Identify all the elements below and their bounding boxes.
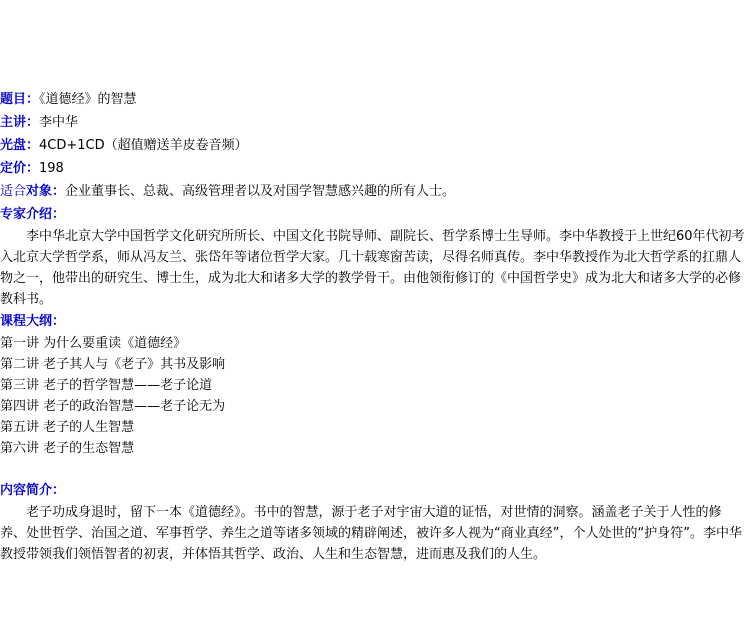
expert-heading-text: 专家介绍： (0, 207, 66, 222)
expert-heading (0, 203, 746, 226)
price-value: 198 (39, 161, 64, 176)
disc-label: 光盘： (0, 138, 40, 153)
title-value: 《道德经》的智慧 (39, 92, 137, 107)
lesson-item: 第五讲 老子的人生智慧 (0, 420, 135, 435)
lesson-item: 第二讲 老子其人与《老子》其书及影响 (0, 357, 226, 372)
expert-paragraph-text: 李中华北京大学中国哲学文化研究所所长、中国文化书院导师、副院长、哲学系博士生导师。李中华教授于上世纪60年代初考入北京大学哲学系，师从冯友兰、张岱年等诸位哲学大家。几十载寒窗苦读，尽得名师真传。李中华教授作为北大哲学系的扛鼎人物之一，他带出的研究生、博士生，成为北大和诸多大学的教学骨干。由他领衔修订的《中国哲学史》成为北大和诸多大学的必修教科书。 (0, 229, 745, 307)
price-row (0, 157, 746, 180)
disc-row (0, 134, 746, 157)
expert-paragraph (0, 226, 746, 310)
audience-label-bold: 对象 (26, 184, 53, 199)
outline-heading (0, 310, 746, 333)
lesson-item: 第六讲 老子的生态智慧 (0, 441, 135, 456)
audience-colon: ： (52, 184, 66, 199)
audience-row (0, 180, 746, 203)
lesson-item: 第一讲 为什么要重读《道德经》 (0, 336, 187, 351)
title-row (0, 88, 746, 111)
document-page (0, 88, 746, 565)
summary-paragraph (0, 502, 746, 565)
lesson-item: 第四讲 老子的政治智慧——老子论无为 (0, 399, 226, 414)
title-label: 题目： (0, 92, 40, 107)
price-label: 定价： (0, 161, 40, 176)
lesson-list (0, 333, 746, 459)
lesson-item: 第三讲 老子的哲学智慧——老子论道 (0, 378, 213, 393)
audience-value: 企业董事长、总裁、高级管理者以及对国学智慧感兴趣的所有人士。 (65, 184, 456, 199)
speaker-label: 主讲： (0, 115, 40, 130)
speaker-value: 李中华 (39, 115, 79, 130)
audience-label-light: 适合 (0, 184, 27, 199)
summary-paragraph-text: 老子功成身退时，留下一本《道德经》。书中的智慧，源于老子对宇宙大道的证悟，对世情的洞察。涵盖老子关于人性的修养、处世哲学、治国之道、军事哲学、养生之道等诸多领域的精辟阐述，被许多人视为“商业真经”，个人处世的“护身符”。李中华教授带领我们领悟智者的初衷，并体悟其哲学、政治、人生和生态智慧，进而惠及我们的人生。 (0, 505, 742, 562)
summary-heading (0, 479, 746, 502)
summary-heading-text: 内容简介： (0, 483, 66, 498)
speaker-row (0, 111, 746, 134)
outline-heading-text: 课程大纲： (0, 314, 66, 329)
disc-value: 4CD+1CD（超值赠送羊皮卷音频） (39, 138, 248, 153)
section-spacer (0, 459, 746, 479)
